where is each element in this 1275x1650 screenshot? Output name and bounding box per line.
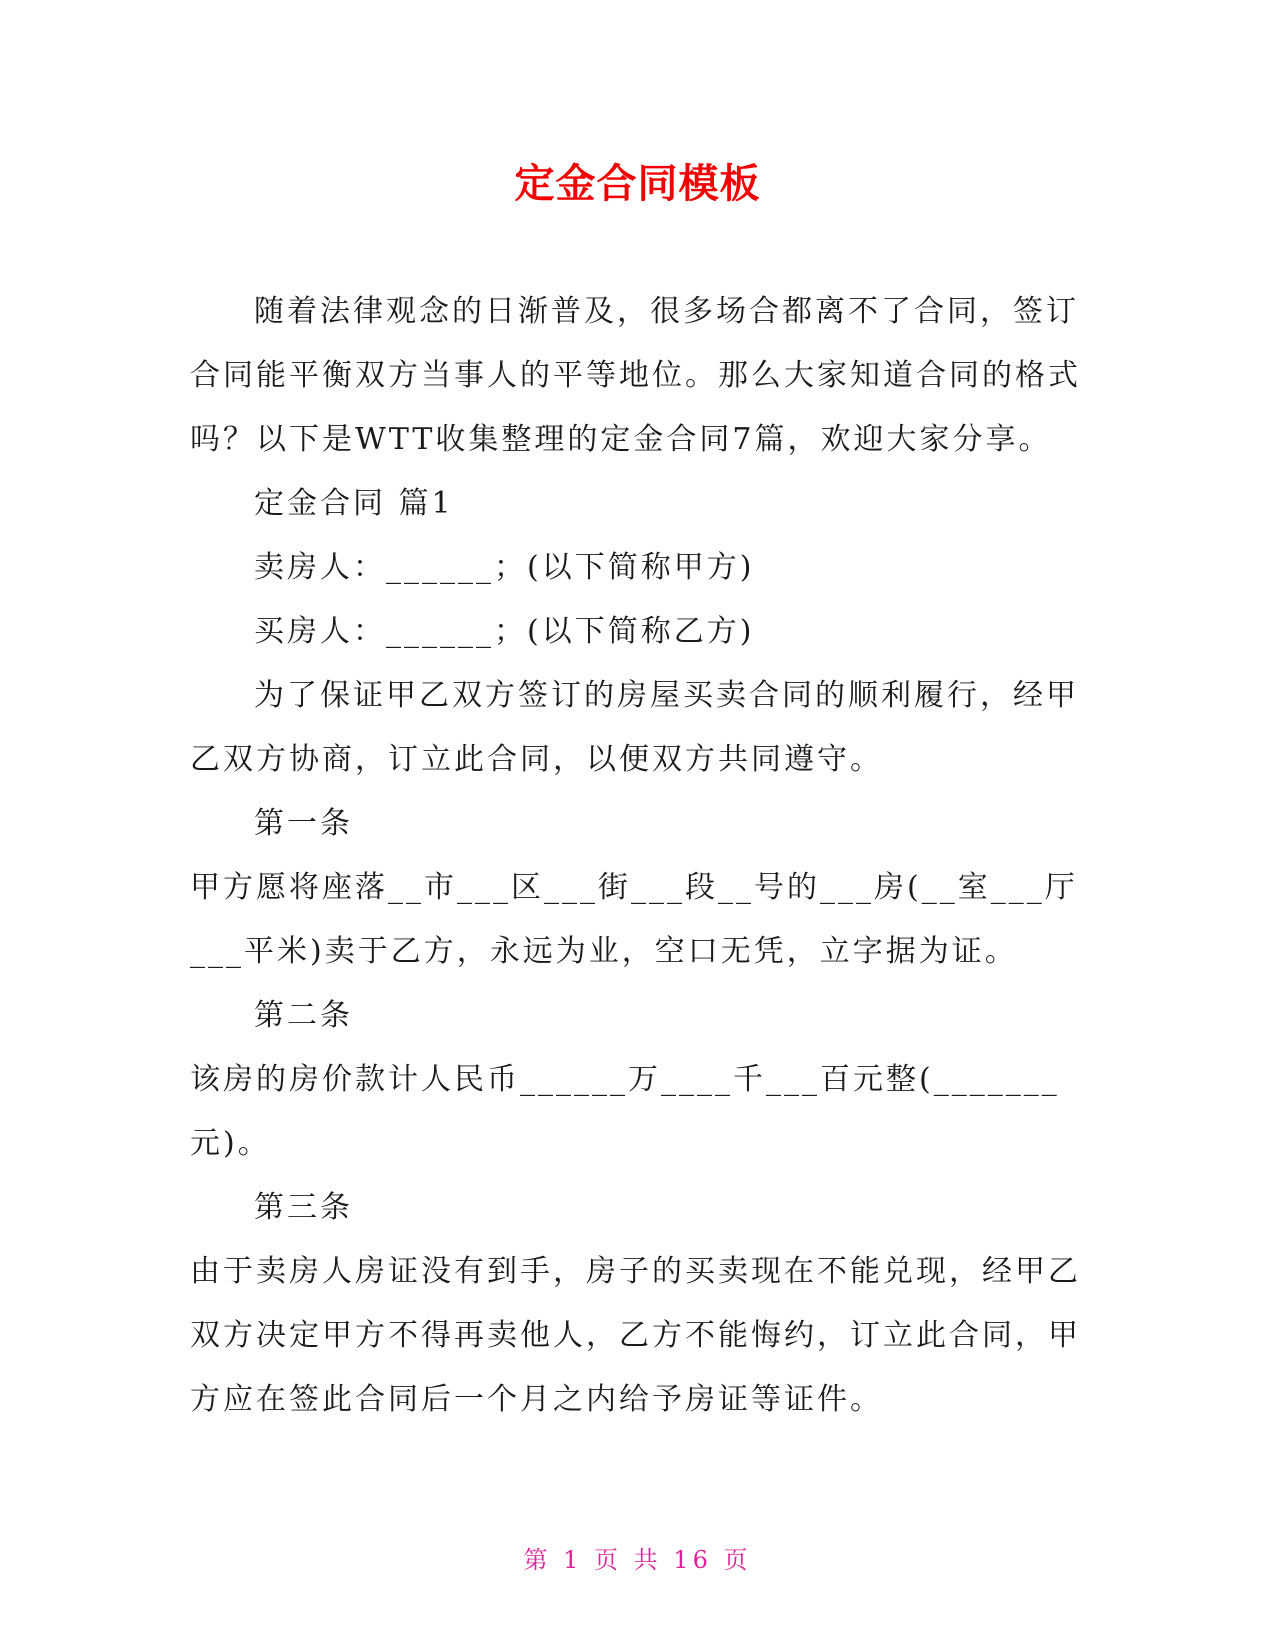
document-body: [190, 280, 1090, 1432]
section-heading-part-1: 定金合同 篇1: [254, 486, 454, 521]
article-2-heading: 第二条: [254, 998, 353, 1033]
article-2-text: 该房的房价款计人民币______万____千___百元整(_______元)。: [190, 1062, 1060, 1161]
document-title: 定金合同模板: [514, 161, 761, 207]
intro-paragraph: 随着法律观念的日渐普及，很多场合都离不了合同，签订合同能平衡双方当事人的平等地位。那么大家知道合同的格式吗？以下是WTT收集整理的定金合同7篇，欢迎大家分享。: [190, 294, 1081, 457]
article-3-heading: 第三条: [254, 1190, 353, 1225]
purpose-paragraph: 为了保证甲乙双方签订的房屋买卖合同的顺利履行，经甲乙双方协商，订立此合同，以便双方共同遵守。: [190, 678, 1079, 777]
buyer-line: 买房人：______；(以下简称乙方): [254, 614, 755, 649]
article-1-heading: 第一条: [254, 806, 353, 841]
seller-line: 卖房人：______；(以下简称甲方): [254, 550, 755, 585]
page-number-footer: 第 1 页 共 16 页: [523, 1546, 752, 1574]
article-3-text: 由于卖房人房证没有到手，房子的买卖现在不能兑现，经甲乙双方决定甲方不得再卖他人，乙方不能悔约，订立此合同，甲方应在签此合同后一个月之内给予房证等证件。: [190, 1254, 1081, 1417]
article-1-text: 甲方愿将座落__市___区___街___段__号的___房(__室___厅___平米)卖于乙方，永远为业，空口无凭，立字据为证。: [190, 870, 1078, 969]
